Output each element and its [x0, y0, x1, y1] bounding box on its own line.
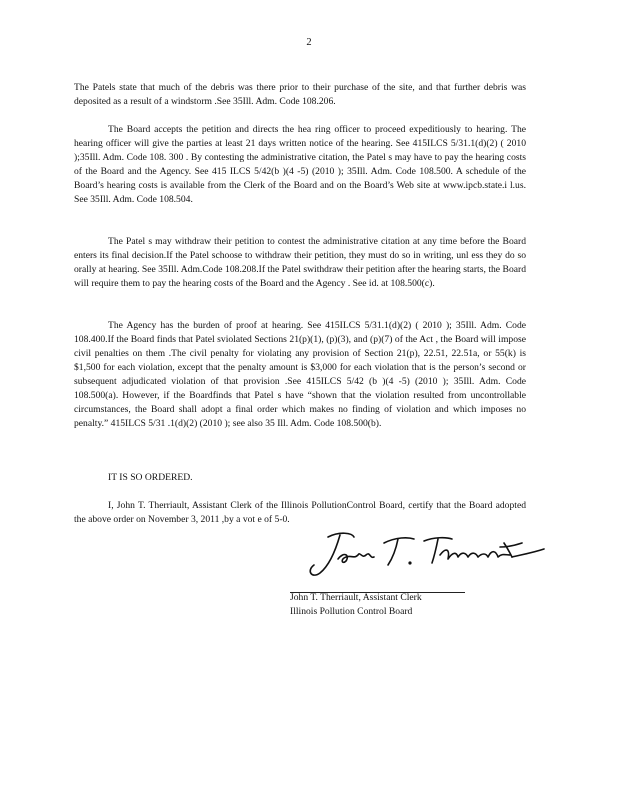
- signatory-name-title: John T. Therriault, Assistant Clerk: [290, 592, 422, 603]
- paragraph-hearing: The Board accepts the petition and directs the hea ring officer to proceed expeditiously to hearing. The hearing officer will give the parties at least 21 days written notice of the hearing. See 415ILCS 5/31.1(d)(2) ( 2010 );35Ill. Adm. Code 108. 300 . By contesting the administrative citation, the Patel s may have to pay the hearing costs of the Board and the Agency. See 415 ILCS 5/42(b )(4 -5) (2010 ); 35Ill. Adm. Code 108.500. A schedule of the Board’s hearing costs is available from the Clerk of the Board and on the Board’s Web site at www.ipcb.state.i l.us. See 35Ill. Adm. Code 108.504.: [74, 123, 526, 205]
- page-number: 2: [306, 37, 312, 48]
- ordered-statement: IT IS SO ORDERED.: [108, 471, 193, 483]
- paragraph-burden-of-proof: The Agency has the burden of proof at hearing. See 415ILCS 5/31.1(d)(2) ( 2010 ); 35Ill. Adm. Code 108.400.If the Board finds that Patel sviolated Sections 21(p)(1), (p)(3), and (p)(7) of the Act , the Board will impose civil penalties on them .The civil penalty for violating any provision of Section 21(p), 22.51, 22.51a, or 55(k) is $1,500 for each violation, except that the penalty amount is $3,000 for each violation that is the person’s second or subsequent adjudicated violation of that provision .See 415ILCS 5/42 (b )(4 -5) (2010 ); 35Ill. Adm. Code 108.500(a). However, if the Boardfinds that Patel s have “shown that the violation resulted from uncontrollable circumstances, the Board shall adopt a final order which makes no finding of violation and which imposes no penalty.” 415ILCS 5/31 .1(d)(2) (2010 ); see also 35 Ill. Adm. Code 108.500(b).: [74, 319, 526, 429]
- handwritten-signature: [300, 525, 550, 585]
- paragraph-withdraw: The Patel s may withdraw their petition to contest the administrative citation at any time before the Board enters its final decision.If the Patel schoose to withdraw their petition, they must do so in writing, unl ess they do so orally at hearing. See 35Ill. Adm.Code 108.208.If the Patel swithdraw their petition after the hearing starts, the Board will require them to pay the hearing costs of the Board and the Agency . See id. at 108.500(c).: [74, 235, 526, 289]
- signatory-organization: Illinois Pollution Control Board: [290, 606, 413, 617]
- paragraph-debris: The Patels state that much of the debris was there prior to their purchase of the site, and that further debris was deposited as a result of a windstorm .See 35Ill. Adm. Code 108.206.: [74, 81, 526, 107]
- signatory-block: [290, 591, 422, 619]
- certification-paragraph: I, John T. Therriault, Assistant Clerk of the Illinois PollutionControl Board, certify that the Board adopted the above order on November 3, 2011 ,by a vot e of 5-0.: [74, 499, 526, 525]
